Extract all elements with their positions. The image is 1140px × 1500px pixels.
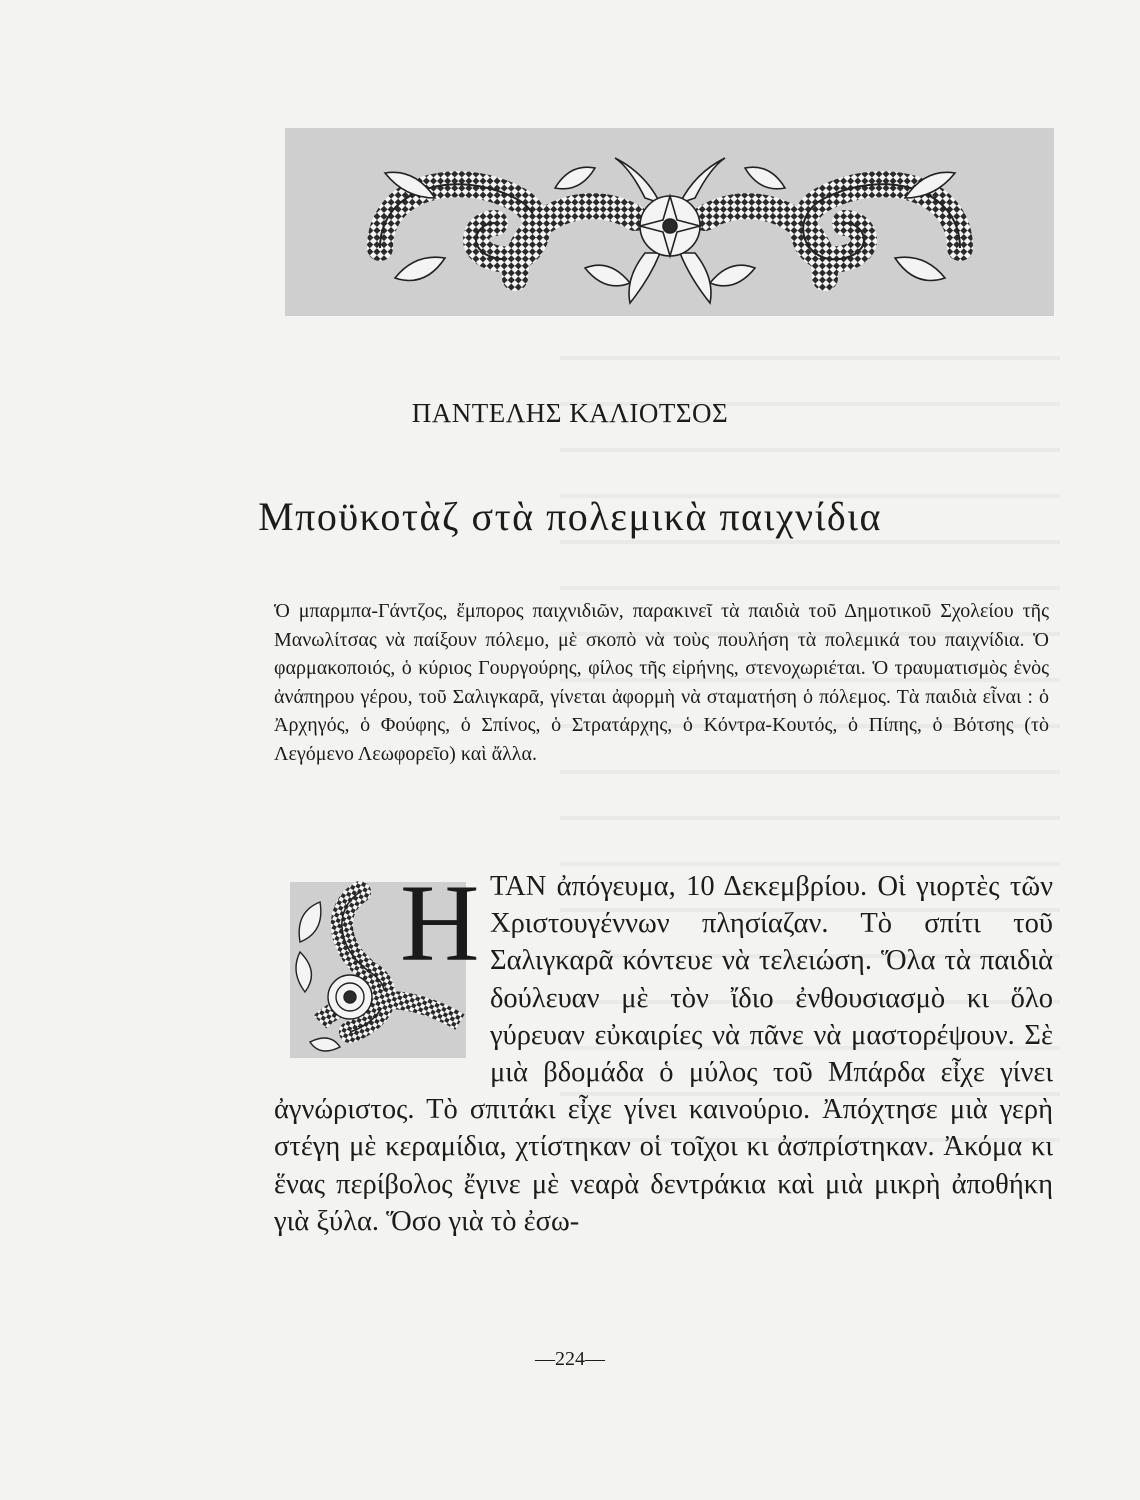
page-number: —224— (535, 1348, 605, 1370)
story-title: Μποϋκοτὰζ στὰ πολεμικὰ παιχνίδια (258, 494, 882, 539)
story-body (274, 862, 1053, 1240)
story-summary: Ὁ μπαρμπα-Γάντζος, ἔμπορος παιχνιδιῶν, παρακινεῖ τὰ παιδιὰ τοῦ Δημοτικοῦ Σχολείου τῆς Μανωλίτσας νὰ παίξουν πόλεμο, μὲ σκοπὸ νὰ τοὺς πουλήση τὰ πολεμικά του παιχνίδια. Ὁ φαρμακοποιός, ὁ κύριος Γουργούρης, φίλος τῆς εἰρήνης, στενοχωριέται. Ὁ τραυματισμὸς ἑνὸς ἀνάπηρου γέρου, τοῦ Σαλιγκαρᾶ, γίνεται ἀφορμὴ νὰ σταματήση ὁ πόλεμος. Τὰ παιδιὰ εἶναι : ὁ Ἀρχηγός, ὁ Φούφης, ὁ Σπίνος, ὁ Στρατάρχης, ὁ Κόντρα-Κουτός, ὁ Πίπης, ὁ Βότσης (τὸ Λεγόμενο Λεωφορεῖο) καὶ ἄλλα. (274, 600, 1049, 765)
vine-ornament-icon (285, 128, 1054, 316)
drop-cap-spacer (274, 862, 490, 1073)
story-body-text: ΤΑΝ ἀπόγευμα, 10 Δεκεμβρίου. Οἱ γιορτὲς τῶν Χριστουγέννων πλησίαζαν. Τὸ σπίτι τοῦ Σαλιγκαρᾶ κόντευε νὰ τελειώση. Ὅλα τὰ παιδιὰ δούλευαν μὲ τὸν ἴδιο ἐνθουσιασμὸ κι ὅλο γύρευαν εὐκαιρίες νὰ πᾶνε νὰ μαστορέψουν. Σὲ μιὰ βδομάδα ὁ μύλος τοῦ Μπάρδα εἶχε γίνει ἀγνώριστος. Τὸ σπιτάκι εἶχε γίνει καινούριο. Ἀπόχτησε μιὰ γερὴ στέγη μὲ κεραμίδια, χτίστηκαν οἱ τοῖχοι κι ἀσπρίστηκαν. Ἀκόμα κι ἕνας περίβολος ἔγινε μὲ νεαρὰ δεντράκια καὶ μιὰ μικρὴ ἀποθήκη γιὰ ξύλα. Ὅσο γιὰ τὸ ἐσω- (274, 871, 1053, 1237)
author-name: ΠΑΝΤΕΛΗΣ ΚΑΛΙΟΤΣΟΣ (411, 398, 729, 428)
drop-cap-letter: Η (400, 862, 480, 984)
header-ornament (285, 128, 1054, 316)
